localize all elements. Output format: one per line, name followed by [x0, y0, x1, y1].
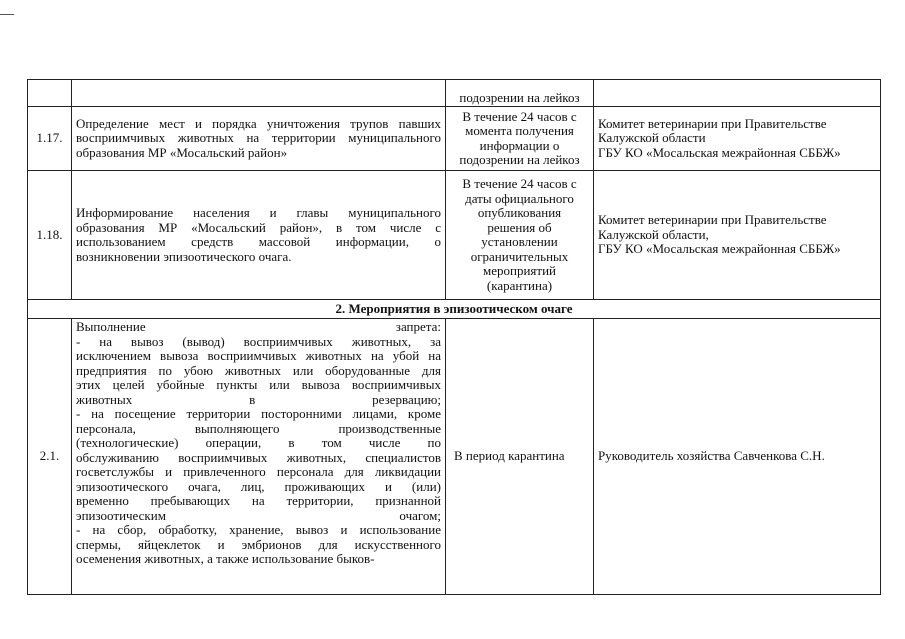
text-line: обслуживанию восприимчивых животных, специалистов: [76, 449, 441, 465]
table-row-continuation: [28, 80, 881, 107]
text-line: - на вывоз (вывод) восприимчивых животных, за: [76, 333, 441, 349]
text-line: даты официального: [465, 190, 574, 206]
row-responsible: [594, 107, 881, 171]
text-line: Комитет ветеринарии при Правительстве: [598, 115, 827, 131]
text-line: мероприятий: [483, 263, 556, 278]
text-line: - на сбор, обработку, хранение, вывоз и использование: [76, 522, 441, 537]
row-number: 1.18.: [28, 171, 72, 300]
row-deadline: В период карантина: [446, 319, 594, 595]
measures-table: [27, 79, 881, 595]
text-line: опубликования: [477, 205, 562, 220]
text-line: информации о: [479, 137, 560, 153]
text-line: установлении: [481, 234, 558, 249]
table-row-1-18: [28, 171, 881, 300]
table-row-1-17: [28, 107, 881, 171]
text-line: осеменения животных, а также использование быков-: [76, 551, 375, 566]
text-line: эпизоотическим очагом;: [76, 507, 441, 523]
text-line: исключением вывоза восприимчивых животных на убой на: [76, 348, 441, 363]
text-line: В течение 24 часов с: [462, 108, 577, 124]
text-line: восприимчивых животных на территории муниципального: [76, 130, 441, 146]
text-line: Комитет ветеринарии при Правительстве: [598, 212, 827, 228]
row-num-cell: [28, 80, 72, 107]
text-line: момента получения: [465, 123, 574, 138]
text-line: животных в резервацию;: [76, 391, 441, 407]
scan-mark: [0, 14, 14, 15]
text-line: (технологические) операции, в том числе по: [76, 435, 441, 450]
term-text: подозрении на лейкоз: [459, 89, 580, 105]
text-line: образования МР «Мосальский район»: [76, 144, 288, 160]
text-line: Информирование населения и главы муниципального: [76, 205, 441, 220]
text-line: ГБУ КО «Мосальская межрайонная СББЖ»: [598, 241, 841, 257]
row-description: [72, 319, 446, 595]
text-line: использованием средств массовой информации, о: [76, 234, 441, 249]
row-desc-cell: [72, 80, 446, 107]
row-deadline: [446, 107, 594, 171]
row-description: [72, 107, 446, 171]
row-description: [72, 171, 446, 300]
row-resp-cell: [594, 80, 881, 107]
row-number: 2.1.: [28, 319, 72, 595]
text-line: Калужской области,: [598, 226, 709, 242]
row-responsible: Руководитель хозяйства Савченкова С.Н.: [594, 319, 881, 595]
text-line: временно пребывающих на территории, признанной: [76, 493, 441, 508]
text-line: госветслужбы и привлеченного персонала для ликвидации: [76, 464, 441, 479]
text-line: ГБУ КО «Мосальская межрайонная СББЖ»: [598, 144, 841, 160]
text-line: ограничительных: [470, 248, 569, 264]
text-line: Калужской области: [598, 130, 706, 146]
text-line: персонала, выполняющего производственные: [76, 420, 441, 436]
text-line: Выполнение запрета:: [76, 319, 441, 334]
text-line: подозрении на лейкоз: [459, 152, 580, 167]
row-number: 1.17.: [28, 107, 72, 171]
row-deadline: [446, 171, 594, 300]
table-row-2-1: [28, 319, 881, 595]
text-line: Определение мест и порядка уничтожения трупов павших: [76, 115, 441, 131]
text-line: спермы, яйцеклеток и эмбрионов для искусственного: [76, 536, 441, 552]
row-responsible: [594, 171, 881, 300]
text-line: В течение 24 часов с: [462, 176, 577, 191]
text-line: возникновении эпизоотического очага.: [76, 248, 292, 264]
section-header-row: [28, 300, 881, 319]
text-line: эпизоотического очага, лиц, проживающих и (или): [76, 478, 441, 494]
text-line: образования МР «Мосальский район», в том числе с: [76, 219, 441, 235]
row-term-cell: [446, 80, 594, 107]
text-line: этих целей убойные пункты или вывоза восприимчивых: [76, 377, 441, 392]
text-line: (карантина): [486, 277, 553, 293]
text-line: решения об: [487, 219, 552, 235]
text-line: предприятия по убою животных или оборудованные для: [76, 362, 441, 378]
text-line: - на посещение территории посторонними лицами, кроме: [76, 406, 441, 421]
section-title: 2. Мероприятия в эпизоотическом очаге: [28, 300, 881, 319]
